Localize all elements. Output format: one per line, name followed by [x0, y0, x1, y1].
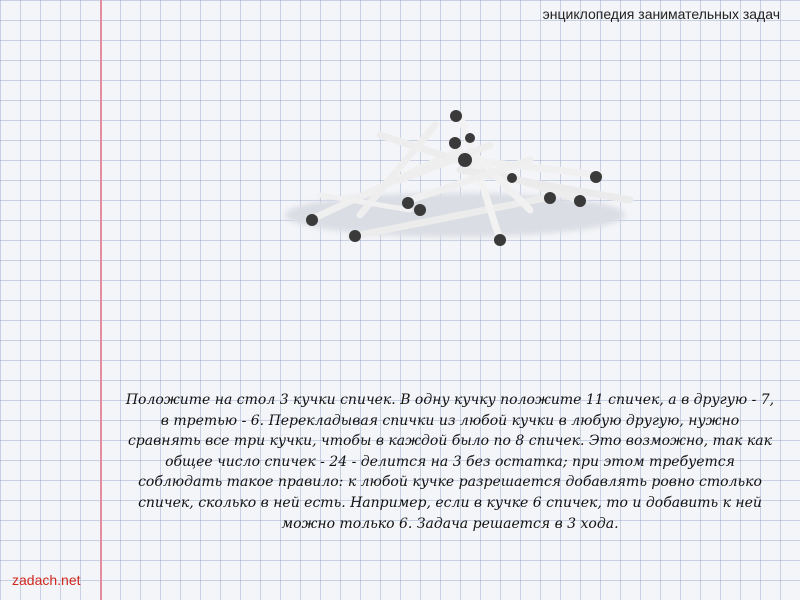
match-head — [590, 171, 602, 183]
match-head — [458, 153, 472, 167]
match-head — [449, 137, 461, 149]
match-head — [414, 204, 426, 216]
match-head — [494, 234, 506, 246]
site-header-title: энциклопедия занимательных задач — [542, 6, 780, 22]
match-head — [574, 195, 586, 207]
problem-text: Положите на стол 3 кучки спичек. В одну кучку положите 11 спичек, а в другую - 7, в третью - 6. Перекладывая спички из любой кучки в любую другую, нужно сравнять все три кучки, чтобы в каждой было по 8 спичек. Это возможно, так как общее число спичек - 24 - делится на 3 без остатка; при этом требуется соблюдать такое правило: к любой кучке разрешается добавлять ровно столько спичек, сколько в ней есть. Например, если в кучке 6 спичек, то и добавить к ней можно только 6. Задача решается в 3 хода. — [125, 392, 775, 532]
match-head — [465, 133, 475, 143]
match-head — [306, 214, 318, 226]
match-head — [402, 197, 414, 209]
match-head — [544, 192, 556, 204]
notebook-margin-line — [100, 0, 102, 600]
match-head — [349, 230, 361, 242]
match-head — [507, 173, 517, 183]
matches-illustration — [260, 100, 650, 260]
site-link[interactable]: zadach.net — [12, 572, 81, 588]
match-head — [450, 110, 462, 122]
